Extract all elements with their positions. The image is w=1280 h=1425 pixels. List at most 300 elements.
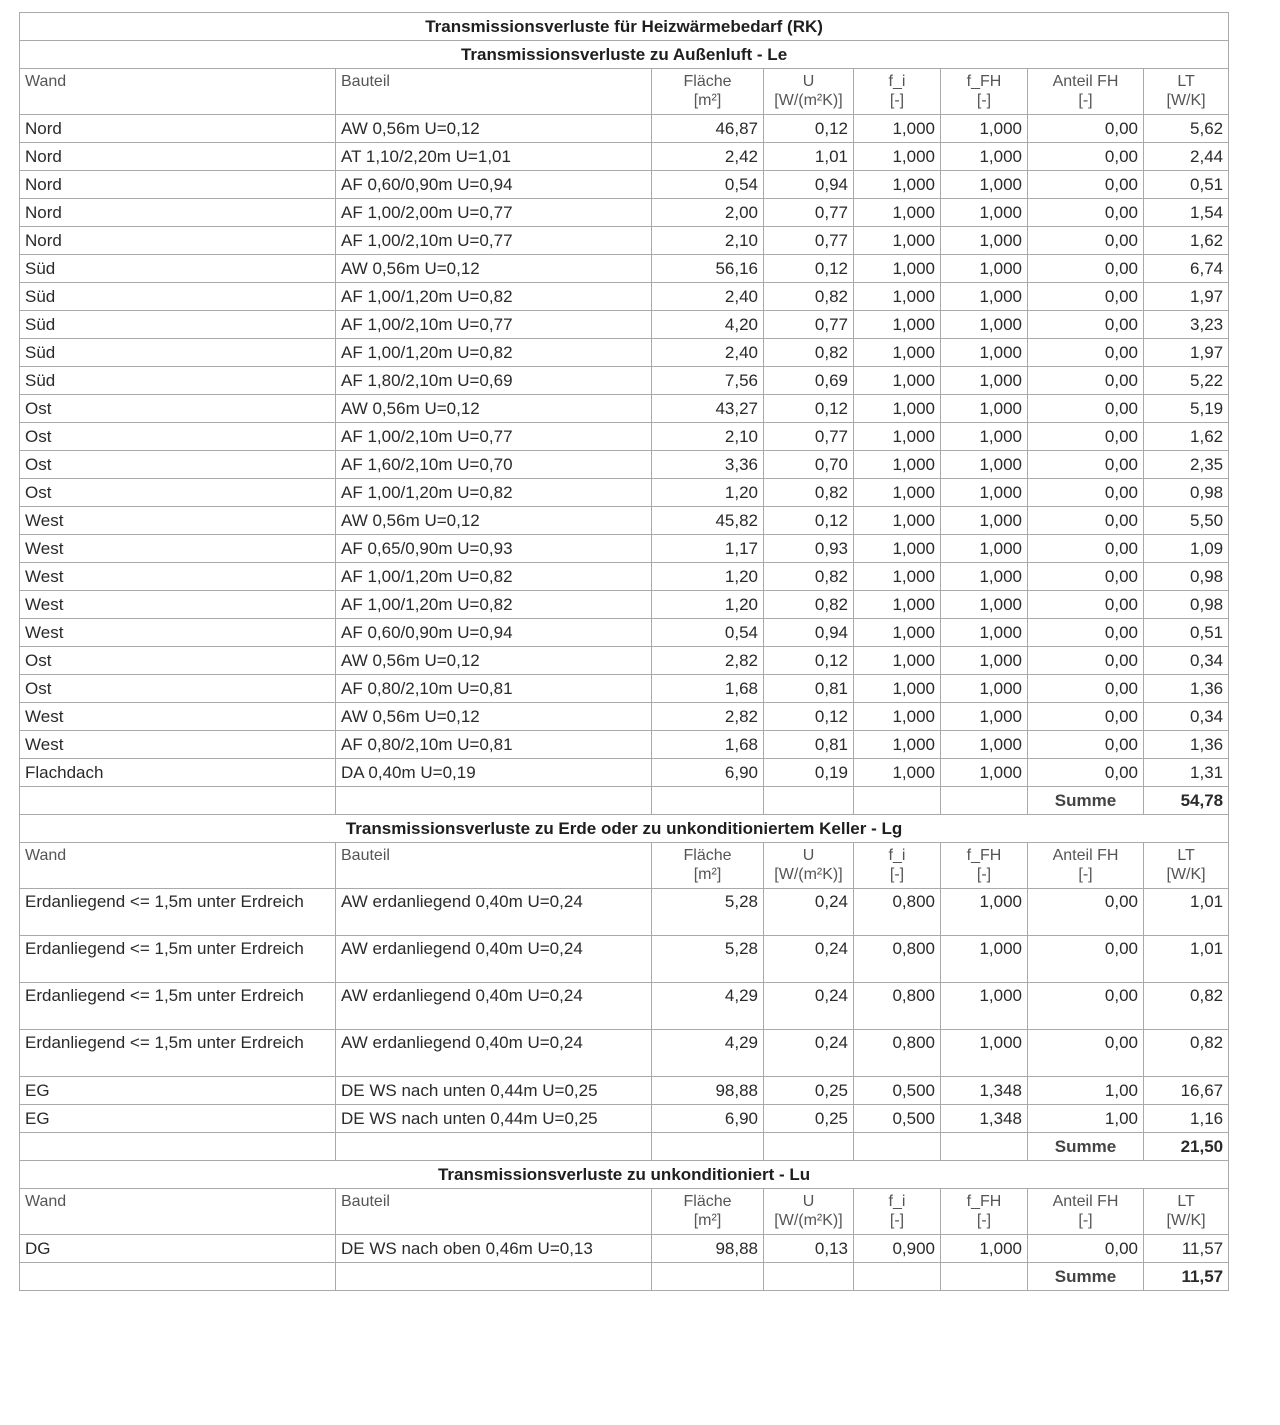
cell-flaeche: 6,90: [652, 759, 764, 787]
cell-u: 0,77: [764, 311, 854, 339]
column-header-row: [20, 69, 1229, 115]
cell-fi: 1,000: [854, 227, 941, 255]
cell-u: 0,12: [764, 255, 854, 283]
cell-anteil: 0,00: [1028, 227, 1144, 255]
cell-bauteil: AF 1,00/2,10m U=0,77: [336, 227, 652, 255]
cell-bauteil: AF 1,00/1,20m U=0,82: [336, 563, 652, 591]
column-header-label: f_FH: [966, 1193, 1002, 1210]
cell-lt: 5,62: [1144, 115, 1229, 143]
table-row: [20, 703, 1229, 731]
cell-lt: 0,98: [1144, 563, 1229, 591]
column-header-unit: [W/K]: [1166, 866, 1206, 883]
sum-value: 11,57: [1144, 1263, 1229, 1291]
cell-flaeche: 98,88: [652, 1235, 764, 1263]
column-header-ffh: [941, 843, 1028, 889]
cell-anteil: 1,00: [1028, 1077, 1144, 1105]
cell-ffh: 1,000: [941, 703, 1028, 731]
cell-flaeche: 4,29: [652, 983, 764, 1030]
cell-u: 0,82: [764, 339, 854, 367]
cell-bauteil: AT 1,10/2,20m U=1,01: [336, 143, 652, 171]
cell-ffh: 1,000: [941, 889, 1028, 936]
cell-fi: 0,800: [854, 1030, 941, 1077]
column-header-label: LT: [1177, 1193, 1195, 1210]
column-header-label: Fläche: [683, 1193, 732, 1210]
cell-u: 0,94: [764, 619, 854, 647]
cell-u: 0,12: [764, 115, 854, 143]
cell-bauteil: DE WS nach oben 0,46m U=0,13: [336, 1235, 652, 1263]
cell-ffh: 1,000: [941, 936, 1028, 983]
cell-anteil: 0,00: [1028, 115, 1144, 143]
cell-flaeche: 1,17: [652, 535, 764, 563]
cell-lt: 1,01: [1144, 936, 1229, 983]
cell-bauteil: AF 1,80/2,10m U=0,69: [336, 367, 652, 395]
cell-anteil: 0,00: [1028, 395, 1144, 423]
cell-bauteil: DE WS nach unten 0,44m U=0,25: [336, 1077, 652, 1105]
cell-anteil: 0,00: [1028, 619, 1144, 647]
cell-lt: 1,31: [1144, 759, 1229, 787]
column-header-flaeche: [652, 843, 764, 889]
empty-cell: [20, 1263, 336, 1291]
column-header-unit: [W/K]: [1166, 92, 1206, 109]
cell-ffh: 1,000: [941, 1030, 1028, 1077]
section-title: Transmissionsverluste zu unkonditioniert - Lu: [20, 1161, 1229, 1189]
cell-bauteil: AW 0,56m U=0,12: [336, 507, 652, 535]
cell-fi: 0,800: [854, 936, 941, 983]
cell-ffh: 1,000: [941, 143, 1028, 171]
cell-lt: 1,54: [1144, 199, 1229, 227]
cell-bauteil: AW erdanliegend 0,40m U=0,24: [336, 983, 652, 1030]
cell-ffh: 1,000: [941, 451, 1028, 479]
cell-fi: 1,000: [854, 703, 941, 731]
column-header-label: U: [802, 847, 815, 864]
cell-fi: 1,000: [854, 171, 941, 199]
cell-anteil: 0,00: [1028, 171, 1144, 199]
cell-ffh: 1,348: [941, 1105, 1028, 1133]
cell-ffh: 1,000: [941, 507, 1028, 535]
cell-fi: 0,800: [854, 889, 941, 936]
cell-flaeche: 5,28: [652, 936, 764, 983]
column-header-unit: [-]: [976, 92, 992, 109]
cell-flaeche: 2,10: [652, 423, 764, 451]
column-header-label: f_i: [888, 1193, 906, 1210]
empty-cell: [652, 1133, 764, 1161]
cell-u: 0,25: [764, 1105, 854, 1133]
column-header-u: [764, 843, 854, 889]
column-header-flaeche: [652, 1189, 764, 1235]
cell-flaeche: 1,68: [652, 675, 764, 703]
column-header-unit: [m²]: [693, 92, 722, 109]
cell-u: 0,77: [764, 227, 854, 255]
table-body: [20, 13, 1229, 1291]
cell-flaeche: 43,27: [652, 395, 764, 423]
cell-fi: 1,000: [854, 563, 941, 591]
column-header-label: f_FH: [966, 847, 1002, 864]
cell-ffh: 1,348: [941, 1077, 1028, 1105]
cell-ffh: 1,000: [941, 367, 1028, 395]
column-header-label: Fläche: [683, 847, 732, 864]
table-row: [20, 283, 1229, 311]
table-row: [20, 1030, 1229, 1077]
cell-u: 0,69: [764, 367, 854, 395]
cell-anteil: 0,00: [1028, 1030, 1144, 1077]
cell-fi: 1,000: [854, 619, 941, 647]
section-title: Transmissionsverluste zu Erde oder zu unkonditioniertem Keller - Lg: [20, 815, 1229, 843]
cell-fi: 1,000: [854, 591, 941, 619]
column-header-unit: [-]: [976, 1212, 992, 1229]
cell-flaeche: 1,68: [652, 731, 764, 759]
cell-anteil: 0,00: [1028, 367, 1144, 395]
cell-flaeche: 6,90: [652, 1105, 764, 1133]
cell-ffh: 1,000: [941, 675, 1028, 703]
empty-cell: [854, 787, 941, 815]
empty-cell: [20, 787, 336, 815]
cell-lt: 0,82: [1144, 983, 1229, 1030]
cell-flaeche: 1,20: [652, 479, 764, 507]
cell-fi: 0,500: [854, 1105, 941, 1133]
column-header-u: [764, 69, 854, 115]
table-row: [20, 227, 1229, 255]
cell-wand: Süd: [20, 339, 336, 367]
column-header-anteil: [1028, 843, 1144, 889]
cell-ffh: 1,000: [941, 563, 1028, 591]
column-header-unit: [-]: [1078, 92, 1093, 109]
table-row: [20, 423, 1229, 451]
cell-bauteil: AF 0,60/0,90m U=0,94: [336, 619, 652, 647]
sum-value: 21,50: [1144, 1133, 1229, 1161]
cell-wand: Ost: [20, 647, 336, 675]
empty-cell: [336, 1133, 652, 1161]
cell-wand: Süd: [20, 283, 336, 311]
cell-fi: 0,800: [854, 983, 941, 1030]
cell-wand: Erdanliegend <= 1,5m unter Erdreich: [20, 936, 336, 983]
cell-bauteil: AW 0,56m U=0,12: [336, 115, 652, 143]
cell-u: 0,81: [764, 675, 854, 703]
cell-wand: Nord: [20, 115, 336, 143]
column-header-unit: [W/(m²K)]: [774, 866, 843, 883]
table-row: [20, 889, 1229, 936]
cell-fi: 1,000: [854, 199, 941, 227]
cell-wand: DG: [20, 1235, 336, 1263]
cell-bauteil: DA 0,40m U=0,19: [336, 759, 652, 787]
cell-bauteil: AF 1,00/1,20m U=0,82: [336, 591, 652, 619]
cell-anteil: 0,00: [1028, 731, 1144, 759]
cell-wand: Flachdach: [20, 759, 336, 787]
cell-ffh: 1,000: [941, 647, 1028, 675]
column-header-unit: [-]: [889, 1212, 905, 1229]
cell-bauteil: DE WS nach unten 0,44m U=0,25: [336, 1105, 652, 1133]
cell-u: 0,24: [764, 983, 854, 1030]
cell-flaeche: 2,82: [652, 647, 764, 675]
table-row: [20, 1235, 1229, 1263]
column-header-fi: [854, 1189, 941, 1235]
cell-wand: Ost: [20, 395, 336, 423]
cell-flaeche: 2,42: [652, 143, 764, 171]
cell-flaeche: 0,54: [652, 171, 764, 199]
cell-lt: 5,50: [1144, 507, 1229, 535]
cell-lt: 0,51: [1144, 171, 1229, 199]
empty-cell: [652, 1263, 764, 1291]
column-header-lt: [1144, 843, 1229, 889]
cell-anteil: 0,00: [1028, 647, 1144, 675]
cell-fi: 1,000: [854, 535, 941, 563]
cell-wand: Ost: [20, 423, 336, 451]
table-row: [20, 535, 1229, 563]
cell-wand: Süd: [20, 311, 336, 339]
cell-lt: 1,01: [1144, 889, 1229, 936]
column-header-label: f_i: [888, 73, 906, 90]
column-header-unit: [-]: [976, 866, 992, 883]
table-row: [20, 983, 1229, 1030]
table-row: [20, 255, 1229, 283]
cell-u: 0,24: [764, 889, 854, 936]
cell-anteil: 0,00: [1028, 936, 1144, 983]
sum-label: Summe: [1028, 787, 1144, 815]
cell-u: 0,93: [764, 535, 854, 563]
column-header-anteil: [1028, 1189, 1144, 1235]
cell-ffh: 1,000: [941, 619, 1028, 647]
empty-cell: [941, 787, 1028, 815]
empty-cell: [652, 787, 764, 815]
column-header-unit: [W/(m²K)]: [774, 1212, 843, 1229]
cell-anteil: 0,00: [1028, 563, 1144, 591]
cell-anteil: 0,00: [1028, 591, 1144, 619]
cell-flaeche: 56,16: [652, 255, 764, 283]
column-header-lt: [1144, 1189, 1229, 1235]
empty-cell: [336, 1263, 652, 1291]
cell-flaeche: 4,20: [652, 311, 764, 339]
cell-lt: 11,57: [1144, 1235, 1229, 1263]
cell-bauteil: AF 0,80/2,10m U=0,81: [336, 675, 652, 703]
cell-bauteil: AF 1,00/2,10m U=0,77: [336, 423, 652, 451]
cell-wand: West: [20, 535, 336, 563]
cell-flaeche: 98,88: [652, 1077, 764, 1105]
cell-u: 0,12: [764, 703, 854, 731]
cell-anteil: 0,00: [1028, 199, 1144, 227]
cell-bauteil: AF 1,00/1,20m U=0,82: [336, 283, 652, 311]
cell-u: 0,77: [764, 423, 854, 451]
cell-flaeche: 1,20: [652, 591, 764, 619]
cell-lt: 0,98: [1144, 591, 1229, 619]
cell-flaeche: 1,20: [652, 563, 764, 591]
cell-wand: Erdanliegend <= 1,5m unter Erdreich: [20, 889, 336, 936]
cell-ffh: 1,000: [941, 199, 1028, 227]
cell-wand: Nord: [20, 199, 336, 227]
cell-bauteil: AF 1,60/2,10m U=0,70: [336, 451, 652, 479]
cell-anteil: 0,00: [1028, 535, 1144, 563]
cell-u: 0,25: [764, 1077, 854, 1105]
cell-ffh: 1,000: [941, 759, 1028, 787]
cell-fi: 1,000: [854, 647, 941, 675]
cell-anteil: 0,00: [1028, 143, 1144, 171]
column-header-label: Fläche: [683, 73, 732, 90]
cell-bauteil: AF 1,00/1,20m U=0,82: [336, 479, 652, 507]
cell-anteil: 0,00: [1028, 889, 1144, 936]
section-title-row: [20, 1161, 1229, 1189]
empty-cell: [764, 1263, 854, 1291]
cell-anteil: 0,00: [1028, 703, 1144, 731]
table-row: [20, 339, 1229, 367]
cell-u: 0,82: [764, 591, 854, 619]
cell-flaeche: 3,36: [652, 451, 764, 479]
cell-ffh: 1,000: [941, 535, 1028, 563]
column-header-u: [764, 1189, 854, 1235]
cell-fi: 1,000: [854, 115, 941, 143]
cell-lt: 2,44: [1144, 143, 1229, 171]
cell-bauteil: AW 0,56m U=0,12: [336, 255, 652, 283]
cell-anteil: 0,00: [1028, 255, 1144, 283]
table-row: [20, 647, 1229, 675]
cell-ffh: 1,000: [941, 171, 1028, 199]
cell-lt: 6,74: [1144, 255, 1229, 283]
column-header-unit: [W/K]: [1166, 1212, 1206, 1229]
cell-lt: 0,51: [1144, 619, 1229, 647]
cell-u: 0,13: [764, 1235, 854, 1263]
section-title-row: [20, 41, 1229, 69]
cell-flaeche: 4,29: [652, 1030, 764, 1077]
column-header-ffh: [941, 1189, 1028, 1235]
column-header-anteil: [1028, 69, 1144, 115]
cell-lt: 1,97: [1144, 283, 1229, 311]
table-row: [20, 563, 1229, 591]
empty-cell: [854, 1263, 941, 1291]
column-header-flaeche: [652, 69, 764, 115]
cell-ffh: 1,000: [941, 339, 1028, 367]
cell-wand: Süd: [20, 367, 336, 395]
empty-cell: [941, 1263, 1028, 1291]
cell-wand: West: [20, 563, 336, 591]
cell-lt: 1,97: [1144, 339, 1229, 367]
cell-fi: 0,500: [854, 1077, 941, 1105]
cell-flaeche: 0,54: [652, 619, 764, 647]
cell-wand: Nord: [20, 171, 336, 199]
table-row: [20, 199, 1229, 227]
cell-anteil: 0,00: [1028, 507, 1144, 535]
cell-u: 0,12: [764, 647, 854, 675]
column-header-unit: [-]: [1078, 1212, 1093, 1229]
column-header-label: f_FH: [966, 73, 1002, 90]
cell-bauteil: AW 0,56m U=0,12: [336, 395, 652, 423]
cell-bauteil: AW erdanliegend 0,40m U=0,24: [336, 1030, 652, 1077]
cell-u: 0,82: [764, 283, 854, 311]
cell-wand: Nord: [20, 143, 336, 171]
cell-u: 0,24: [764, 1030, 854, 1077]
cell-ffh: 1,000: [941, 255, 1028, 283]
cell-fi: 1,000: [854, 311, 941, 339]
cell-flaeche: 2,82: [652, 703, 764, 731]
cell-fi: 1,000: [854, 451, 941, 479]
cell-u: 0,19: [764, 759, 854, 787]
page-title: Transmissionsverluste für Heizwärmebedarf (RK): [20, 13, 1229, 41]
table-row: [20, 675, 1229, 703]
table-row: [20, 619, 1229, 647]
column-header-bauteil: Bauteil: [336, 843, 652, 889]
cell-bauteil: AW erdanliegend 0,40m U=0,24: [336, 936, 652, 983]
column-header-unit: [-]: [1078, 866, 1093, 883]
column-header-label: Anteil FH: [1052, 1193, 1119, 1210]
cell-flaeche: 2,00: [652, 199, 764, 227]
cell-anteil: 0,00: [1028, 451, 1144, 479]
cell-wand: West: [20, 703, 336, 731]
cell-flaeche: 46,87: [652, 115, 764, 143]
table-row: [20, 479, 1229, 507]
cell-u: 1,01: [764, 143, 854, 171]
cell-anteil: 0,00: [1028, 759, 1144, 787]
table-row: [20, 507, 1229, 535]
empty-cell: [764, 787, 854, 815]
cell-u: 0,94: [764, 171, 854, 199]
cell-ffh: 1,000: [941, 283, 1028, 311]
cell-bauteil: AF 1,00/2,00m U=0,77: [336, 199, 652, 227]
cell-flaeche: 5,28: [652, 889, 764, 936]
cell-wand: Süd: [20, 255, 336, 283]
cell-wand: EG: [20, 1105, 336, 1133]
cell-anteil: 0,00: [1028, 479, 1144, 507]
cell-ffh: 1,000: [941, 731, 1028, 759]
cell-u: 0,82: [764, 563, 854, 591]
sum-label: Summe: [1028, 1263, 1144, 1291]
cell-anteil: 0,00: [1028, 675, 1144, 703]
column-header-unit: [m²]: [693, 1212, 722, 1229]
cell-bauteil: AF 0,80/2,10m U=0,81: [336, 731, 652, 759]
table-row: [20, 311, 1229, 339]
cell-wand: Ost: [20, 479, 336, 507]
cell-fi: 1,000: [854, 283, 941, 311]
column-header-label: LT: [1177, 847, 1195, 864]
cell-anteil: 0,00: [1028, 423, 1144, 451]
column-header-lt: [1144, 69, 1229, 115]
cell-lt: 1,16: [1144, 1105, 1229, 1133]
cell-ffh: 1,000: [941, 395, 1028, 423]
cell-wand: West: [20, 591, 336, 619]
cell-u: 0,81: [764, 731, 854, 759]
transmission-table: [19, 12, 1229, 1291]
cell-anteil: 0,00: [1028, 1235, 1144, 1263]
cell-lt: 0,98: [1144, 479, 1229, 507]
cell-lt: 1,62: [1144, 227, 1229, 255]
column-header-unit: [W/(m²K)]: [774, 92, 843, 109]
cell-u: 0,82: [764, 479, 854, 507]
sum-row: [20, 1263, 1229, 1291]
cell-fi: 1,000: [854, 339, 941, 367]
cell-lt: 1,36: [1144, 731, 1229, 759]
column-header-unit: [-]: [889, 866, 905, 883]
cell-u: 0,12: [764, 507, 854, 535]
table-row: [20, 115, 1229, 143]
table-row: [20, 171, 1229, 199]
cell-u: 0,24: [764, 936, 854, 983]
column-header-unit: [m²]: [693, 866, 722, 883]
column-header-label: Anteil FH: [1052, 73, 1119, 90]
column-header-fi: [854, 69, 941, 115]
column-header-label: LT: [1177, 73, 1195, 90]
column-header-fi: [854, 843, 941, 889]
cell-lt: 1,09: [1144, 535, 1229, 563]
column-header-row: [20, 843, 1229, 889]
cell-anteil: 1,00: [1028, 1105, 1144, 1133]
empty-cell: [336, 787, 652, 815]
empty-cell: [20, 1133, 336, 1161]
column-header-unit: [-]: [889, 92, 905, 109]
cell-wand: Erdanliegend <= 1,5m unter Erdreich: [20, 1030, 336, 1077]
table-row: [20, 451, 1229, 479]
cell-bauteil: AW 0,56m U=0,12: [336, 647, 652, 675]
section-title-row: [20, 815, 1229, 843]
column-header-ffh: [941, 69, 1028, 115]
cell-u: 0,12: [764, 395, 854, 423]
cell-anteil: 0,00: [1028, 283, 1144, 311]
cell-fi: 1,000: [854, 423, 941, 451]
sum-label: Summe: [1028, 1133, 1144, 1161]
